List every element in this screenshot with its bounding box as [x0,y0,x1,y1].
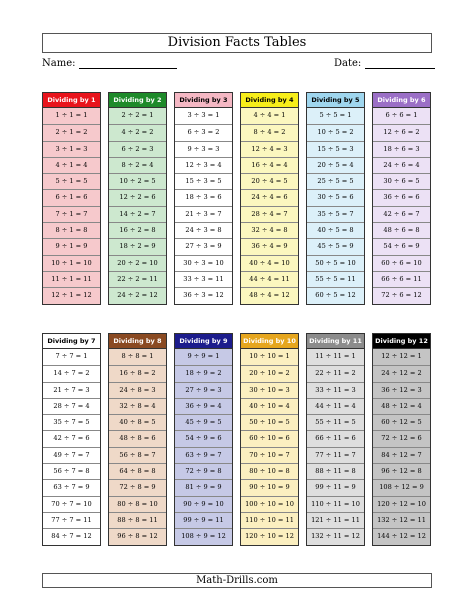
table-row: 11 ÷ 1 = 11 [43,271,100,287]
table-row: 72 ÷ 6 = 12 [373,287,430,303]
table-row: 20 ÷ 5 = 4 [307,157,364,173]
table-row: 60 ÷ 6 = 10 [373,255,430,271]
division-table [42,92,101,305]
table-row: 18 ÷ 6 = 3 [373,141,430,157]
table-row: 15 ÷ 3 = 5 [175,173,232,189]
table-row: 56 ÷ 7 = 8 [43,463,100,479]
table-row: 10 ÷ 1 = 10 [43,255,100,271]
table-row: 16 ÷ 2 = 8 [109,222,166,238]
table-row: 18 ÷ 2 = 9 [109,238,166,254]
table-row: 144 ÷ 12 = 12 [373,528,430,544]
table-row: 27 ÷ 3 = 9 [175,238,232,254]
table-row: 42 ÷ 7 = 6 [43,430,100,446]
table-row: 2 ÷ 1 = 2 [43,124,100,140]
table-row: 50 ÷ 10 = 5 [241,414,298,430]
table-row: 48 ÷ 12 = 4 [373,398,430,414]
table-row: 90 ÷ 9 = 10 [175,496,232,512]
table-row: 49 ÷ 7 = 7 [43,447,100,463]
table-row: 55 ÷ 5 = 11 [307,271,364,287]
table-row: 81 ÷ 9 = 9 [175,479,232,495]
table-row: 12 ÷ 3 = 4 [175,157,232,173]
table-row: 40 ÷ 8 = 5 [109,414,166,430]
table-row: 24 ÷ 12 = 2 [373,365,430,381]
table-row: 25 ÷ 5 = 5 [307,173,364,189]
table-row: 84 ÷ 12 = 7 [373,447,430,463]
table-row: 28 ÷ 7 = 4 [43,398,100,414]
table-row: 63 ÷ 7 = 9 [43,479,100,495]
table-row: 70 ÷ 10 = 7 [241,447,298,463]
table-header: Dividing by 10 [241,334,298,349]
division-table [108,92,167,305]
table-row: 6 ÷ 1 = 6 [43,189,100,205]
table-row: 64 ÷ 8 = 8 [109,463,166,479]
table-row: 33 ÷ 3 = 11 [175,271,232,287]
table-row: 21 ÷ 3 = 7 [175,206,232,222]
division-table [306,92,365,305]
table-header: Dividing by 7 [43,334,100,349]
name-field[interactable] [42,58,177,69]
division-table [306,333,365,546]
table-row: 6 ÷ 2 = 3 [109,141,166,157]
division-table [372,92,431,305]
table-row: 80 ÷ 10 = 8 [241,463,298,479]
table-row: 18 ÷ 9 = 2 [175,365,232,381]
table-row: 24 ÷ 8 = 3 [109,382,166,398]
division-table [240,333,299,546]
table-header: Dividing by 8 [109,334,166,349]
table-row: 48 ÷ 4 = 12 [241,287,298,303]
table-row: 45 ÷ 9 = 5 [175,414,232,430]
table-row: 30 ÷ 3 = 10 [175,255,232,271]
table-row: 40 ÷ 4 = 10 [241,255,298,271]
table-row: 12 ÷ 6 = 2 [373,124,430,140]
table-row: 15 ÷ 5 = 3 [307,141,364,157]
table-row: 99 ÷ 11 = 9 [307,479,364,495]
table-row: 48 ÷ 8 = 6 [109,430,166,446]
division-table [174,333,233,546]
table-row: 100 ÷ 10 = 10 [241,496,298,512]
table-row: 70 ÷ 7 = 10 [43,496,100,512]
table-row: 6 ÷ 6 = 1 [385,111,418,119]
table-header: Dividing by 9 [175,334,232,349]
table-header: Dividing by 5 [307,93,364,108]
table-row: 30 ÷ 10 = 3 [241,382,298,398]
table-row: 54 ÷ 6 = 9 [373,238,430,254]
table-row: 132 ÷ 11 = 12 [307,528,364,544]
table-row: 21 ÷ 7 = 3 [43,382,100,398]
table-row: 108 ÷ 12 = 9 [373,479,430,495]
table-row: 6 ÷ 3 = 2 [175,124,232,140]
table-row: 14 ÷ 7 = 2 [43,365,100,381]
table-row: 1 ÷ 1 = 1 [55,111,88,119]
table-row: 110 ÷ 10 = 11 [241,512,298,528]
table-row: 99 ÷ 9 = 11 [175,512,232,528]
table-row: 96 ÷ 12 = 8 [373,463,430,479]
table-row: 24 ÷ 4 = 6 [241,189,298,205]
table-row: 80 ÷ 8 = 10 [109,496,166,512]
table-row: 4 ÷ 4 = 1 [253,111,286,119]
table-header: Dividing by 2 [109,93,166,108]
table-row: 45 ÷ 5 = 9 [307,238,364,254]
table-row: 5 ÷ 1 = 5 [43,173,100,189]
division-table [108,333,167,546]
table-row: 8 ÷ 4 = 2 [241,124,298,140]
table-row: 121 ÷ 11 = 11 [307,512,364,528]
table-row: 3 ÷ 3 = 1 [187,111,220,119]
table-row: 36 ÷ 12 = 3 [373,382,430,398]
table-row: 10 ÷ 2 = 5 [109,173,166,189]
division-table [240,92,299,305]
table-row: 20 ÷ 2 = 10 [109,255,166,271]
table-row: 18 ÷ 3 = 6 [175,189,232,205]
table-header: Dividing by 3 [175,93,232,108]
table-row: 132 ÷ 12 = 11 [373,512,430,528]
table-row: 7 ÷ 1 = 7 [43,206,100,222]
table-row: 55 ÷ 11 = 5 [307,414,364,430]
table-row: 44 ÷ 11 = 4 [307,398,364,414]
name-line[interactable] [79,58,177,69]
table-row: 120 ÷ 10 = 12 [241,528,298,544]
table-row: 40 ÷ 5 = 8 [307,222,364,238]
table-row: 36 ÷ 4 = 9 [241,238,298,254]
table-row: 66 ÷ 6 = 11 [373,271,430,287]
table-row: 9 ÷ 1 = 9 [43,238,100,254]
table-row: 36 ÷ 6 = 6 [373,189,430,205]
table-row: 8 ÷ 2 = 4 [109,157,166,173]
table-row: 63 ÷ 9 = 7 [175,447,232,463]
table-row: 88 ÷ 8 = 11 [109,512,166,528]
table-row: 120 ÷ 12 = 10 [373,496,430,512]
table-row: 36 ÷ 9 = 4 [175,398,232,414]
table-row: 14 ÷ 2 = 7 [109,206,166,222]
table-row: 24 ÷ 3 = 8 [175,222,232,238]
date-label: Date: [334,58,362,69]
table-row: 28 ÷ 4 = 7 [241,206,298,222]
table-row: 22 ÷ 2 = 11 [109,271,166,287]
footer-site: Math-Drills.com [42,573,432,588]
table-header: Dividing by 11 [307,334,364,349]
table-row: 60 ÷ 12 = 5 [373,414,430,430]
table-row: 5 ÷ 5 = 1 [319,111,352,119]
table-row: 108 ÷ 9 = 12 [175,528,232,544]
table-row: 60 ÷ 10 = 6 [241,430,298,446]
table-row: 9 ÷ 9 = 1 [187,352,220,360]
table-row: 33 ÷ 11 = 3 [307,382,364,398]
table-row: 3 ÷ 1 = 3 [43,141,100,157]
table-row: 77 ÷ 7 = 11 [43,512,100,528]
table-row: 72 ÷ 8 = 9 [109,479,166,495]
table-row: 50 ÷ 5 = 10 [307,255,364,271]
table-row: 24 ÷ 2 = 12 [109,287,166,303]
table-row: 42 ÷ 6 = 7 [373,206,430,222]
table-row: 90 ÷ 10 = 9 [241,479,298,495]
table-row: 48 ÷ 6 = 8 [373,222,430,238]
table-header: Dividing by 1 [43,93,100,108]
table-row: 10 ÷ 10 = 1 [249,352,290,360]
division-table [174,92,233,305]
table-row: 35 ÷ 5 = 7 [307,206,364,222]
table-row: 12 ÷ 12 = 1 [381,352,422,360]
table-row: 11 ÷ 11 = 1 [315,352,356,360]
table-row: 12 ÷ 1 = 12 [43,287,100,303]
table-row: 96 ÷ 8 = 12 [109,528,166,544]
table-row: 22 ÷ 11 = 2 [307,365,364,381]
table-row: 84 ÷ 7 = 12 [43,528,100,544]
table-header: Dividing by 6 [373,93,430,108]
table-row: 12 ÷ 4 = 3 [241,141,298,157]
table-row: 40 ÷ 10 = 4 [241,398,298,414]
table-row: 8 ÷ 8 = 1 [121,352,154,360]
table-row: 88 ÷ 11 = 8 [307,463,364,479]
table-row: 4 ÷ 2 = 2 [109,124,166,140]
table-row: 36 ÷ 3 = 12 [175,287,232,303]
table-row: 35 ÷ 7 = 5 [43,414,100,430]
table-row: 27 ÷ 9 = 3 [175,382,232,398]
table-row: 30 ÷ 6 = 5 [373,173,430,189]
table-row: 30 ÷ 5 = 6 [307,189,364,205]
table-row: 12 ÷ 2 = 6 [109,189,166,205]
table-row: 24 ÷ 6 = 4 [373,157,430,173]
table-row: 56 ÷ 8 = 7 [109,447,166,463]
table-row: 110 ÷ 11 = 10 [307,496,364,512]
division-table [42,333,101,546]
table-header: Dividing by 4 [241,93,298,108]
table-row: 7 ÷ 7 = 1 [55,352,88,360]
date-field[interactable] [334,58,435,69]
table-row: 66 ÷ 11 = 6 [307,430,364,446]
page-title: Division Facts Tables [42,33,432,53]
table-row: 4 ÷ 1 = 4 [43,157,100,173]
table-header: Dividing by 12 [373,334,430,349]
table-row: 77 ÷ 11 = 7 [307,447,364,463]
table-row: 72 ÷ 12 = 6 [373,430,430,446]
table-row: 32 ÷ 8 = 4 [109,398,166,414]
table-row: 20 ÷ 4 = 5 [241,173,298,189]
table-row: 44 ÷ 4 = 11 [241,271,298,287]
table-row: 72 ÷ 9 = 8 [175,463,232,479]
table-row: 10 ÷ 5 = 2 [307,124,364,140]
table-row: 54 ÷ 9 = 6 [175,430,232,446]
table-row: 16 ÷ 8 = 2 [109,365,166,381]
table-row: 32 ÷ 4 = 8 [241,222,298,238]
table-row: 60 ÷ 5 = 12 [307,287,364,303]
table-row: 2 ÷ 2 = 1 [121,111,154,119]
name-label: Name: [42,58,76,69]
table-row: 20 ÷ 10 = 2 [241,365,298,381]
table-row: 16 ÷ 4 = 4 [241,157,298,173]
division-table [372,333,431,546]
table-row: 9 ÷ 3 = 3 [175,141,232,157]
date-line[interactable] [365,58,435,69]
table-row: 8 ÷ 1 = 8 [43,222,100,238]
